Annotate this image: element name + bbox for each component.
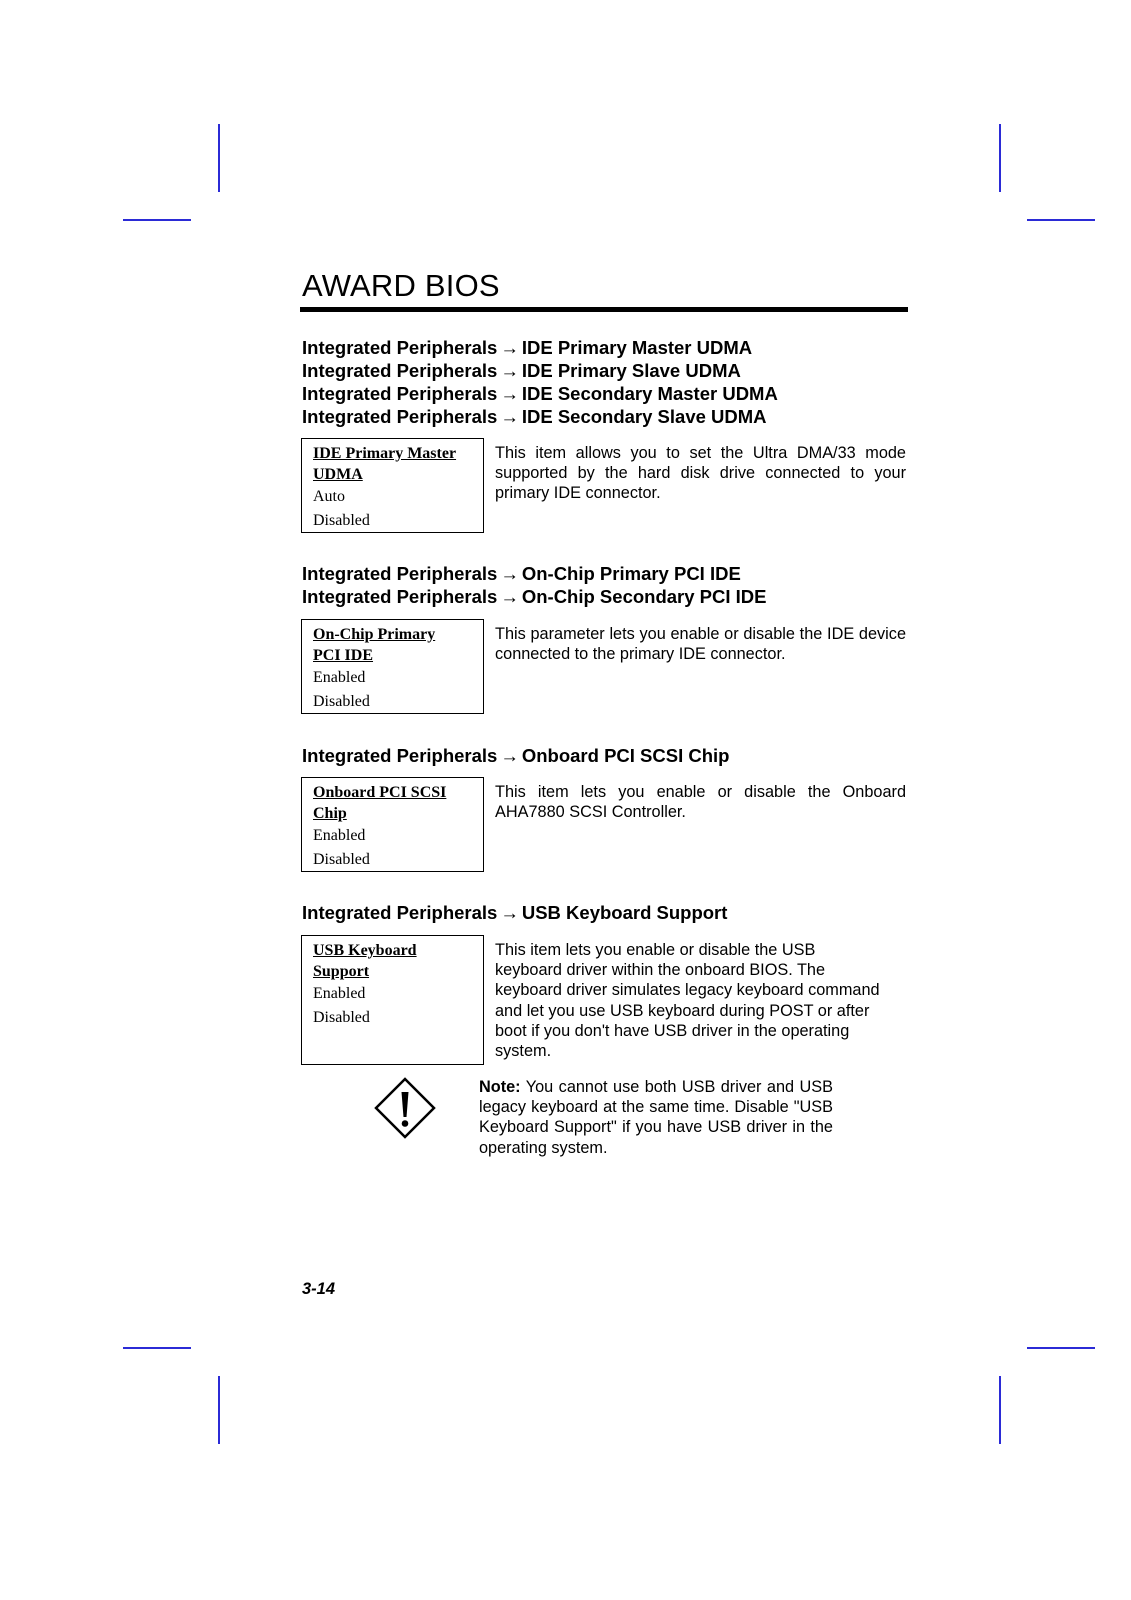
arrow-icon: → bbox=[500, 586, 519, 607]
page-title: AWARD BIOS bbox=[302, 268, 500, 303]
section-2-headings bbox=[302, 562, 767, 608]
crop-mark-bottom-left-vertical bbox=[218, 1376, 220, 1444]
heading-menu: Integrated Peripherals bbox=[302, 745, 498, 766]
option-box-title: PCI IDE bbox=[313, 646, 374, 664]
section-heading bbox=[302, 585, 767, 608]
crop-mark-top-right-vertical bbox=[999, 124, 1001, 192]
heading-item: IDE Secondary Master UDMA bbox=[521, 383, 778, 404]
heading-item: IDE Secondary Slave UDMA bbox=[521, 406, 767, 427]
option-value: Auto bbox=[313, 488, 345, 505]
section-heading bbox=[302, 744, 729, 767]
section-heading bbox=[302, 562, 767, 585]
section-description: This item lets you enable or disable the USB keyboard driver within the onboard BIOS. The keyboard driver simulates legacy keyboard command and let you use USB keyboard during POST or after boot if you don't have USB driver in the operating system. bbox=[495, 941, 880, 1061]
section-description: This parameter lets you enable or disable the IDE device connected to the primary IDE connector. bbox=[495, 625, 906, 664]
option-box-title: USB Keyboard bbox=[313, 942, 417, 959]
crop-mark-top-right-horizontal bbox=[1027, 219, 1095, 221]
arrow-icon: → bbox=[500, 902, 519, 923]
arrow-icon: → bbox=[500, 563, 519, 584]
heading-menu: Integrated Peripherals bbox=[302, 383, 498, 404]
note-text: You cannot use both USB driver and USB legacy keyboard at the same time. Disable "USB Keyboard Support" if you have USB driver in the operating system. bbox=[479, 1078, 833, 1157]
heading-item: IDE Primary Slave UDMA bbox=[521, 360, 741, 381]
arrow-icon: → bbox=[500, 383, 519, 404]
heading-menu: Integrated Peripherals bbox=[302, 902, 498, 923]
option-value: Disabled bbox=[313, 851, 370, 868]
option-value: Disabled bbox=[313, 1009, 370, 1026]
option-box-title: Onboard PCI SCSI bbox=[313, 784, 447, 801]
section-1-headings bbox=[302, 336, 778, 428]
option-value: Enabled bbox=[313, 669, 366, 686]
section-heading bbox=[302, 901, 727, 924]
heading-menu: Integrated Peripherals bbox=[302, 337, 498, 358]
option-box-onchip-ide bbox=[301, 619, 484, 714]
heading-menu: Integrated Peripherals bbox=[302, 406, 498, 427]
option-box-title: Support bbox=[313, 962, 370, 980]
crop-mark-top-left-horizontal bbox=[123, 219, 191, 221]
crop-mark-bottom-right-vertical bbox=[999, 1376, 1001, 1444]
page-number: 3-14 bbox=[302, 1280, 336, 1298]
heading-item: On-Chip Secondary PCI IDE bbox=[521, 586, 767, 607]
arrow-icon: → bbox=[500, 360, 519, 381]
section-description: This item allows you to set the Ultra DMA/33 mode supported by the hard disk drive connected to your primary IDE connector. bbox=[495, 444, 906, 503]
heading-item: USB Keyboard Support bbox=[521, 902, 728, 923]
option-box-scsi-chip bbox=[301, 777, 484, 872]
heading-item: IDE Primary Master UDMA bbox=[521, 337, 753, 358]
option-value: Enabled bbox=[313, 985, 366, 1002]
heading-item: Onboard PCI SCSI Chip bbox=[521, 745, 730, 766]
section-description: This item lets you enable or disable the Onboard AHA7880 SCSI Controller. bbox=[495, 783, 906, 822]
title-rule bbox=[300, 307, 908, 312]
section-heading bbox=[302, 359, 778, 382]
heading-menu: Integrated Peripherals bbox=[302, 563, 498, 584]
section-heading bbox=[302, 405, 778, 428]
crop-mark-bottom-right-horizontal bbox=[1027, 1347, 1095, 1349]
heading-menu: Integrated Peripherals bbox=[302, 586, 498, 607]
option-value: Enabled bbox=[313, 827, 366, 844]
section-heading bbox=[302, 336, 778, 359]
note-paragraph bbox=[479, 1077, 833, 1158]
crop-mark-top-left-vertical bbox=[218, 124, 220, 192]
arrow-icon: → bbox=[500, 745, 519, 766]
arrow-icon: → bbox=[500, 337, 519, 358]
option-value: Disabled bbox=[313, 512, 370, 529]
option-box-title: IDE Primary Master bbox=[313, 445, 457, 462]
section-heading bbox=[302, 382, 778, 405]
note-label: Note: bbox=[479, 1078, 521, 1096]
crop-mark-bottom-left-horizontal bbox=[123, 1347, 191, 1349]
section-4-headings bbox=[302, 901, 727, 924]
warning-diamond-icon bbox=[374, 1077, 436, 1139]
option-box-usb-keyboard bbox=[301, 935, 484, 1065]
option-box-title: UDMA bbox=[313, 465, 363, 483]
arrow-icon: → bbox=[500, 406, 519, 427]
heading-item: On-Chip Primary PCI IDE bbox=[521, 563, 741, 584]
option-box-title: On-Chip Primary bbox=[313, 626, 436, 643]
option-box-ide-udma bbox=[301, 438, 484, 533]
heading-menu: Integrated Peripherals bbox=[302, 360, 498, 381]
option-box-title: Chip bbox=[313, 804, 347, 822]
section-3-headings bbox=[302, 744, 729, 767]
option-value: Disabled bbox=[313, 693, 370, 710]
